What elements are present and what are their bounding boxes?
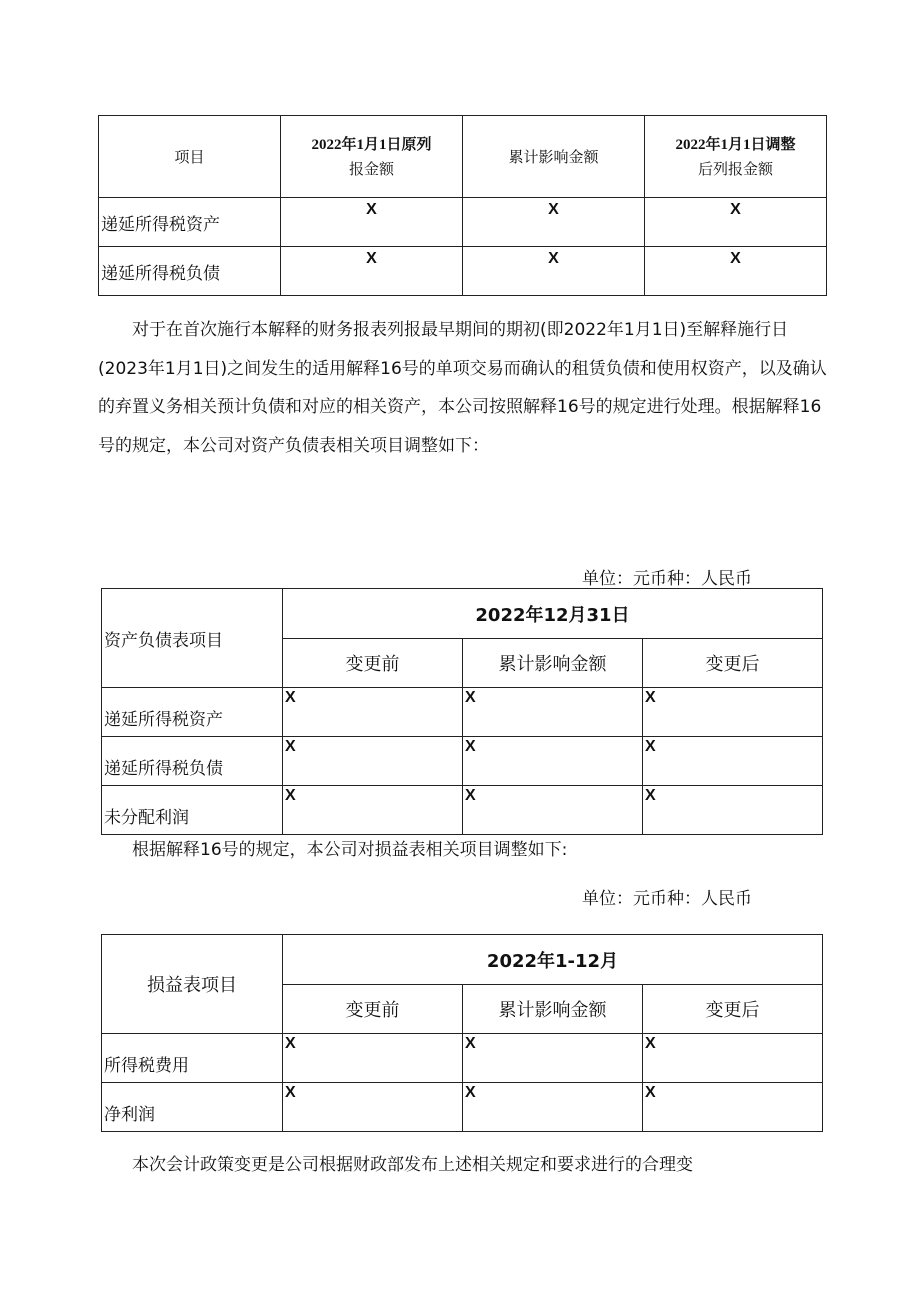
header-item: 项目 xyxy=(99,116,281,198)
subheader-after: 变更后 xyxy=(643,985,823,1034)
cell-value: X xyxy=(643,737,823,786)
balance-sheet-adjustment-table xyxy=(101,588,823,835)
cell-value: X xyxy=(463,198,645,247)
row-label: 递延所得税资产 xyxy=(99,198,281,247)
row-header-balance-sheet-item: 资产负债表项目 xyxy=(102,589,283,688)
subheader-before: 变更前 xyxy=(283,985,463,1034)
row-header-income-statement-item: 损益表项目 xyxy=(102,935,283,1034)
paragraph-income-statement-intro: 根据解释16号的规定，本公司对损益表相关项目调整如下: xyxy=(132,840,568,860)
cell-value: X xyxy=(645,247,827,296)
unit-label-1: 单位：元币种：人民币 xyxy=(582,569,752,589)
cell-value: X xyxy=(463,1083,643,1132)
cell-value: X xyxy=(463,247,645,296)
row-label: 递延所得税负债 xyxy=(99,247,281,296)
header-adjusted-amount xyxy=(645,116,827,198)
cell-value: X xyxy=(643,786,823,835)
row-label: 未分配利润 xyxy=(102,786,283,835)
period-header: 2022年12月31日 xyxy=(283,589,823,639)
row-label: 所得税费用 xyxy=(102,1034,283,1083)
cell-value: X xyxy=(281,247,463,296)
income-statement-adjustment-table xyxy=(101,934,823,1132)
subheader-after: 变更后 xyxy=(643,639,823,688)
period-header: 2022年1-12月 xyxy=(283,935,823,985)
unit-label-2: 单位：元币种：人民币 xyxy=(582,889,752,909)
cell-value: X xyxy=(463,1034,643,1083)
cell-value: X xyxy=(283,786,463,835)
cell-value: X xyxy=(643,1083,823,1132)
cell-value: X xyxy=(645,198,827,247)
header-original-amount-line1: 2022年1月1日原列 xyxy=(311,136,432,153)
subheader-before: 变更前 xyxy=(283,639,463,688)
header-cumulative-impact: 累计影响金额 xyxy=(463,116,645,198)
cell-value: X xyxy=(283,688,463,737)
cell-value: X xyxy=(463,786,643,835)
row-label: 净利润 xyxy=(102,1083,283,1132)
row-label: 递延所得税负债 xyxy=(102,737,283,786)
paragraph-intro: 对于在首次施行本解释的财务报表列报最早期间的期初(即2022年1月1日)至解释施行日(2023年1月1日)之间发生的适用解释16号的单项交易而确认的租赁负债和使用权资产，以及确认的弃置义务相关预计负债和对应的相关资产，本公司按照解释16号的规定进行处理。根据解释16号的规定，本公司对资产负债表相关项目调整如下： xyxy=(98,320,827,456)
cell-value: X xyxy=(281,198,463,247)
header-original-amount xyxy=(281,116,463,198)
subheader-cumulative: 累计影响金额 xyxy=(463,985,643,1034)
header-adjusted-amount-line2: 后列报金额 xyxy=(697,159,773,178)
header-original-amount-line2: 报金额 xyxy=(348,159,394,178)
opening-balance-table xyxy=(98,115,827,296)
row-label: 递延所得税资产 xyxy=(102,688,283,737)
cell-value: X xyxy=(463,688,643,737)
subheader-cumulative: 累计影响金额 xyxy=(463,639,643,688)
cell-value: X xyxy=(283,737,463,786)
cell-value: X xyxy=(643,688,823,737)
header-adjusted-amount-line1: 2022年1月1日调整 xyxy=(675,136,796,153)
cell-value: X xyxy=(643,1034,823,1083)
cell-value: X xyxy=(283,1034,463,1083)
cell-value: X xyxy=(463,737,643,786)
cell-value: X xyxy=(283,1083,463,1132)
paragraph-conclusion: 本次会计政策变更是公司根据财政部发布上述相关规定和要求进行的合理变 xyxy=(132,1155,693,1175)
